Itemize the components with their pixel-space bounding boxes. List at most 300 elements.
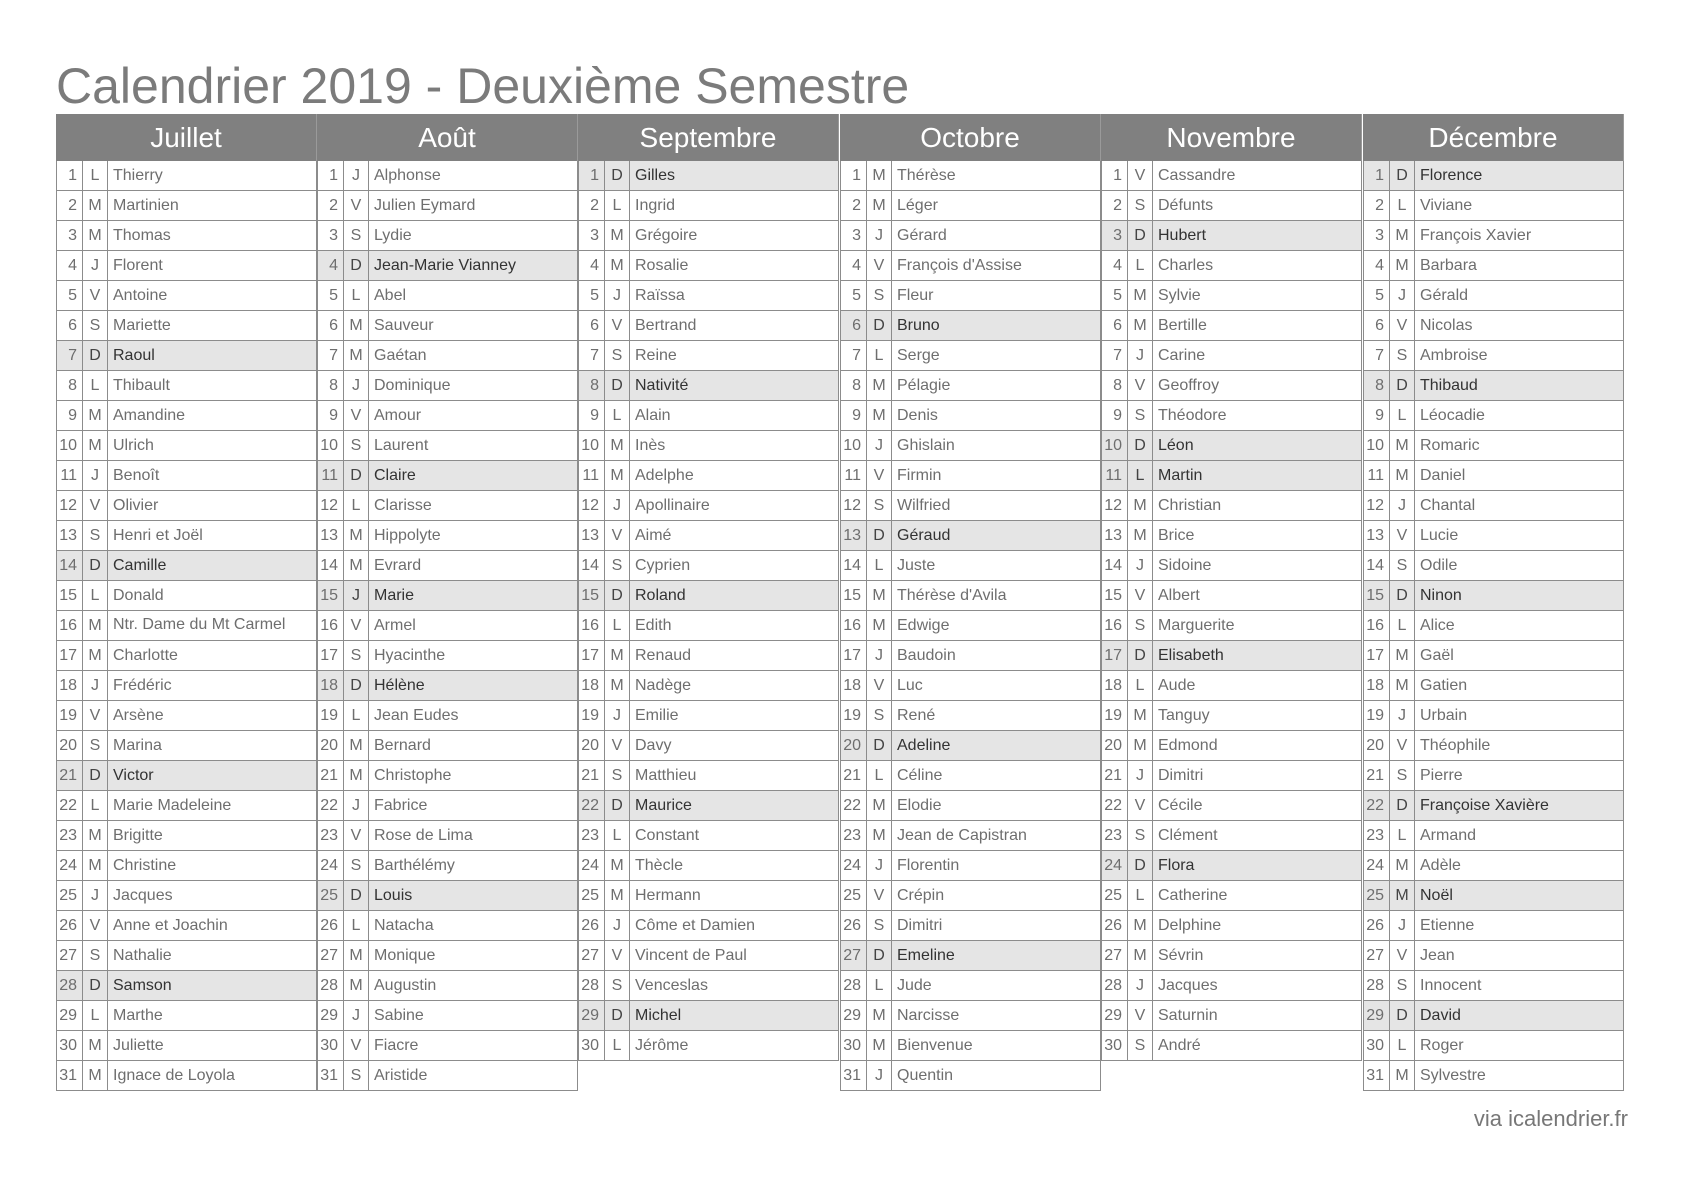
day-number: 30 xyxy=(318,1031,344,1060)
day-row xyxy=(579,341,838,371)
weekday-letter: V xyxy=(867,671,892,700)
day-number: 29 xyxy=(57,1001,83,1030)
saint-name: Louis xyxy=(374,887,413,904)
day-row xyxy=(1364,1061,1623,1091)
weekday-letter: M xyxy=(344,761,369,790)
day-number: 13 xyxy=(1102,521,1128,550)
saint-name: Aude xyxy=(1158,677,1196,694)
weekday-letter: V xyxy=(1390,731,1415,760)
saint-name: Gilles xyxy=(635,167,676,184)
saint-name: Adelphe xyxy=(635,467,694,484)
saint-name: Thibaud xyxy=(1420,377,1478,394)
day-number: 17 xyxy=(1364,641,1390,670)
day-number: 30 xyxy=(57,1031,83,1060)
day-number: 26 xyxy=(57,911,83,940)
saint-name: Christine xyxy=(113,857,177,874)
weekday-letter: V xyxy=(1128,1001,1153,1030)
weekday-letter: V xyxy=(83,281,108,310)
day-row xyxy=(841,401,1100,431)
weekday-letter: S xyxy=(1128,1031,1153,1060)
weekday-letter: M xyxy=(867,821,892,850)
day-number: 1 xyxy=(1102,161,1128,190)
day-row xyxy=(579,731,838,761)
saint-name: Flora xyxy=(1158,857,1195,874)
day-row xyxy=(579,701,838,731)
day-row xyxy=(579,251,838,281)
day-row xyxy=(57,521,316,551)
saint-name: Rose de Lima xyxy=(374,827,473,844)
weekday-letter: M xyxy=(867,161,892,190)
day-number: 30 xyxy=(1364,1031,1390,1060)
day-number: 19 xyxy=(1364,701,1390,730)
day-number: 6 xyxy=(1102,311,1128,340)
day-row xyxy=(57,821,316,851)
day-row xyxy=(1364,551,1623,581)
saint-name: Thomas xyxy=(113,227,171,244)
saint-name: Léocadie xyxy=(1420,407,1485,424)
saint-name: Elisabeth xyxy=(1158,647,1224,664)
day-number: 20 xyxy=(57,731,83,760)
saint-name: Sévrin xyxy=(1158,947,1204,964)
weekday-letter: S xyxy=(1128,401,1153,430)
day-row xyxy=(841,911,1100,941)
day-number: 12 xyxy=(1364,491,1390,520)
day-row xyxy=(1364,1031,1623,1061)
day-row xyxy=(1102,821,1361,851)
saint-name: Hermann xyxy=(635,887,701,904)
saint-name: Quentin xyxy=(897,1067,954,1084)
day-row xyxy=(318,251,577,281)
day-number: 8 xyxy=(1364,371,1390,400)
weekday-letter: L xyxy=(83,581,108,610)
day-number: 15 xyxy=(579,581,605,610)
weekday-letter: J xyxy=(1390,701,1415,730)
weekday-letter: M xyxy=(867,401,892,430)
weekday-letter: D xyxy=(344,881,369,910)
weekday-letter: M xyxy=(344,521,369,550)
day-number: 14 xyxy=(1364,551,1390,580)
saint-name: Juste xyxy=(897,557,936,574)
weekday-letter: D xyxy=(1390,161,1415,190)
day-row xyxy=(57,671,316,701)
weekday-letter: L xyxy=(1128,461,1153,490)
day-row xyxy=(57,341,316,371)
day-row xyxy=(841,881,1100,911)
day-row xyxy=(579,761,838,791)
day-number: 2 xyxy=(57,191,83,220)
day-number: 19 xyxy=(57,701,83,730)
day-number: 15 xyxy=(1364,581,1390,610)
day-row xyxy=(579,851,838,881)
day-row xyxy=(1102,941,1361,971)
saint-name: Ignace de Loyola xyxy=(113,1067,235,1084)
day-row xyxy=(579,911,838,941)
saint-name: Noël xyxy=(1420,887,1453,904)
day-row xyxy=(579,521,838,551)
day-row xyxy=(1102,791,1361,821)
day-row xyxy=(57,701,316,731)
day-row xyxy=(1364,851,1623,881)
day-row xyxy=(841,791,1100,821)
day-number: 9 xyxy=(1364,401,1390,430)
day-number: 6 xyxy=(579,311,605,340)
weekday-letter: J xyxy=(83,881,108,910)
saint-name: Urbain xyxy=(1420,707,1468,724)
day-number: 31 xyxy=(57,1061,83,1090)
weekday-letter: J xyxy=(83,251,108,280)
day-row xyxy=(841,551,1100,581)
weekday-letter: V xyxy=(605,941,630,970)
day-number: 13 xyxy=(841,521,867,550)
day-number: 18 xyxy=(318,671,344,700)
saint-name: Bertille xyxy=(1158,317,1207,334)
saint-name: Nicolas xyxy=(1420,317,1473,334)
weekday-letter: D xyxy=(1128,641,1153,670)
weekday-letter: L xyxy=(605,611,630,640)
day-number: 11 xyxy=(1364,461,1390,490)
weekday-letter: V xyxy=(867,881,892,910)
weekday-letter: J xyxy=(344,161,369,190)
saint-name: Jean xyxy=(1420,947,1455,964)
saint-name: Samson xyxy=(113,977,172,994)
saint-name: Henri et Joël xyxy=(113,527,203,544)
day-number: 5 xyxy=(1102,281,1128,310)
day-number: 7 xyxy=(1364,341,1390,370)
saint-name: Sabine xyxy=(374,1007,424,1024)
day-row xyxy=(1364,821,1623,851)
day-row xyxy=(841,251,1100,281)
day-number: 27 xyxy=(1364,941,1390,970)
weekday-letter: V xyxy=(83,911,108,940)
day-list xyxy=(840,161,1101,1091)
day-row xyxy=(318,371,577,401)
day-number: 2 xyxy=(1364,191,1390,220)
day-row xyxy=(318,521,577,551)
day-number: 29 xyxy=(1364,1001,1390,1030)
day-row xyxy=(841,461,1100,491)
day-row xyxy=(579,581,838,611)
day-number: 12 xyxy=(841,491,867,520)
saint-name: Christian xyxy=(1158,497,1222,514)
weekday-letter: L xyxy=(867,761,892,790)
day-row xyxy=(579,461,838,491)
saint-name: Hélène xyxy=(374,677,425,694)
day-row xyxy=(1102,971,1361,1001)
day-row xyxy=(318,311,577,341)
day-row xyxy=(841,221,1100,251)
weekday-letter: V xyxy=(1390,521,1415,550)
day-row xyxy=(579,281,838,311)
day-row xyxy=(579,431,838,461)
saint-name: Crépin xyxy=(897,887,945,904)
saint-name: Florentin xyxy=(897,857,960,874)
weekday-letter: D xyxy=(867,731,892,760)
saint-name: Antoine xyxy=(113,287,168,304)
weekday-letter: D xyxy=(867,941,892,970)
weekday-letter: V xyxy=(344,1031,369,1060)
day-number: 7 xyxy=(841,341,867,370)
day-row xyxy=(318,1061,577,1091)
day-number: 28 xyxy=(318,971,344,1000)
day-row xyxy=(57,911,316,941)
weekday-letter: M xyxy=(1128,941,1153,970)
day-number: 4 xyxy=(1102,251,1128,280)
weekday-letter: M xyxy=(1390,851,1415,880)
day-number: 7 xyxy=(579,341,605,370)
day-number: 1 xyxy=(318,161,344,190)
saint-name: Sauveur xyxy=(374,317,434,334)
weekday-letter: J xyxy=(605,491,630,520)
weekday-letter: J xyxy=(867,641,892,670)
day-list xyxy=(317,161,578,1091)
day-row xyxy=(1102,341,1361,371)
saint-name: Romaric xyxy=(1420,437,1480,454)
day-number: 27 xyxy=(57,941,83,970)
day-row xyxy=(57,401,316,431)
saint-name: Serge xyxy=(897,347,940,364)
weekday-letter: M xyxy=(605,461,630,490)
day-number: 18 xyxy=(579,671,605,700)
saint-name: Fleur xyxy=(897,287,934,304)
weekday-letter: M xyxy=(344,971,369,1000)
saint-name: Charlotte xyxy=(113,647,178,664)
weekday-letter: M xyxy=(867,371,892,400)
saint-name: Armand xyxy=(1420,827,1477,844)
day-number: 8 xyxy=(579,371,605,400)
saint-name: Géraud xyxy=(897,527,951,544)
weekday-letter: D xyxy=(1128,221,1153,250)
day-number: 22 xyxy=(579,791,605,820)
day-number: 6 xyxy=(841,311,867,340)
day-row xyxy=(57,971,316,1001)
saint-name: Marguerite xyxy=(1158,617,1235,634)
day-number: 12 xyxy=(318,491,344,520)
day-row xyxy=(1364,971,1623,1001)
saint-name: Adèle xyxy=(1420,857,1461,874)
day-number: 28 xyxy=(1102,971,1128,1000)
saint-name: Fabrice xyxy=(374,797,428,814)
day-number: 19 xyxy=(1102,701,1128,730)
weekday-letter: J xyxy=(605,701,630,730)
weekday-letter: D xyxy=(605,1001,630,1030)
day-number: 11 xyxy=(579,461,605,490)
saint-name: Jérôme xyxy=(635,1037,689,1054)
saint-name: Camille xyxy=(113,557,167,574)
weekday-letter: D xyxy=(83,761,108,790)
day-row xyxy=(57,251,316,281)
day-number: 18 xyxy=(57,671,83,700)
weekday-letter: M xyxy=(1128,281,1153,310)
day-number: 24 xyxy=(1364,851,1390,880)
saint-name: Innocent xyxy=(1420,977,1482,994)
day-number: 29 xyxy=(318,1001,344,1030)
day-row xyxy=(57,761,316,791)
day-row xyxy=(1364,161,1623,191)
saint-name: Martin xyxy=(1158,467,1203,484)
saint-name: Pierre xyxy=(1420,767,1463,784)
month-column xyxy=(1101,114,1362,1061)
saint-name: Raoul xyxy=(113,347,155,364)
weekday-letter: D xyxy=(83,551,108,580)
day-row xyxy=(1364,281,1623,311)
day-number: 10 xyxy=(579,431,605,460)
day-number: 21 xyxy=(841,761,867,790)
day-number: 10 xyxy=(1364,431,1390,460)
saint-name: Delphine xyxy=(1158,917,1222,934)
day-row xyxy=(57,641,316,671)
day-list xyxy=(56,161,317,1091)
day-row xyxy=(318,1031,577,1061)
saint-name: Julien Eymard xyxy=(374,197,476,214)
saint-name: Bruno xyxy=(897,317,940,334)
saint-name: Thierry xyxy=(113,167,163,184)
saint-name: Défunts xyxy=(1158,197,1214,214)
day-number: 28 xyxy=(1364,971,1390,1000)
day-number: 7 xyxy=(1102,341,1128,370)
saint-name: Amour xyxy=(374,407,422,424)
day-row xyxy=(57,311,316,341)
day-number: 27 xyxy=(579,941,605,970)
day-number: 24 xyxy=(841,851,867,880)
weekday-letter: J xyxy=(1128,551,1153,580)
day-row xyxy=(318,191,577,221)
day-number: 5 xyxy=(579,281,605,310)
saint-name: Ambroise xyxy=(1420,347,1488,364)
day-row xyxy=(579,1001,838,1031)
day-row xyxy=(1364,731,1623,761)
day-number: 26 xyxy=(318,911,344,940)
day-row xyxy=(841,431,1100,461)
day-row xyxy=(57,1001,316,1031)
saint-name: Jean-Marie Vianney xyxy=(374,257,517,274)
day-number: 19 xyxy=(579,701,605,730)
day-row xyxy=(1102,191,1361,221)
saint-name: Apollinaire xyxy=(635,497,710,514)
day-row xyxy=(318,581,577,611)
weekday-letter: V xyxy=(867,461,892,490)
day-number: 11 xyxy=(841,461,867,490)
saint-name: Marie xyxy=(374,587,415,604)
day-number: 23 xyxy=(57,821,83,850)
day-row xyxy=(1102,581,1361,611)
weekday-letter: M xyxy=(605,251,630,280)
saint-name: Daniel xyxy=(1420,467,1466,484)
saint-name: Luc xyxy=(897,677,923,694)
saint-name: Anne et Joachin xyxy=(113,917,228,934)
saint-name: André xyxy=(1158,1037,1201,1054)
day-row xyxy=(1102,461,1361,491)
day-row xyxy=(579,791,838,821)
day-row xyxy=(579,671,838,701)
day-number: 17 xyxy=(318,641,344,670)
saint-name: Jacques xyxy=(113,887,173,904)
day-row xyxy=(841,1001,1100,1031)
day-number: 25 xyxy=(1364,881,1390,910)
day-number: 1 xyxy=(579,161,605,190)
day-number: 11 xyxy=(57,461,83,490)
weekday-letter: L xyxy=(1390,821,1415,850)
month-header: Juillet xyxy=(56,114,317,161)
month-header: Septembre xyxy=(578,114,839,161)
saint-name: Dimitri xyxy=(897,917,943,934)
day-row xyxy=(579,161,838,191)
day-number: 22 xyxy=(1364,791,1390,820)
weekday-letter: V xyxy=(1390,941,1415,970)
day-row xyxy=(1364,611,1623,641)
months-grid xyxy=(56,114,1627,1094)
saint-name: Gaétan xyxy=(374,347,427,364)
weekday-letter: V xyxy=(1128,161,1153,190)
weekday-letter: S xyxy=(867,701,892,730)
weekday-letter: S xyxy=(605,761,630,790)
weekday-letter: M xyxy=(83,611,108,640)
weekday-letter: M xyxy=(605,641,630,670)
day-number: 2 xyxy=(579,191,605,220)
month-header: Août xyxy=(317,114,578,161)
day-row xyxy=(1364,941,1623,971)
day-row xyxy=(841,1031,1100,1061)
saint-name: Alain xyxy=(635,407,671,424)
saint-name: Sidoine xyxy=(1158,557,1212,574)
day-number: 15 xyxy=(57,581,83,610)
saint-name: Rosalie xyxy=(635,257,689,274)
saint-name: Thècle xyxy=(635,857,684,874)
day-row xyxy=(1102,761,1361,791)
day-number: 21 xyxy=(1364,761,1390,790)
day-row xyxy=(1102,1001,1361,1031)
saint-name: Hubert xyxy=(1158,227,1207,244)
weekday-letter: L xyxy=(344,281,369,310)
month-column xyxy=(578,114,839,1061)
saint-name: Jean de Capistran xyxy=(897,827,1027,844)
weekday-letter: S xyxy=(83,731,108,760)
weekday-letter: V xyxy=(344,821,369,850)
day-number: 22 xyxy=(318,791,344,820)
weekday-letter: D xyxy=(1390,1001,1415,1030)
saint-name: Monique xyxy=(374,947,436,964)
day-number: 8 xyxy=(841,371,867,400)
saint-name: Françoise Xavière xyxy=(1420,797,1549,814)
day-row xyxy=(1364,491,1623,521)
day-number: 22 xyxy=(1102,791,1128,820)
weekday-letter: L xyxy=(867,971,892,1000)
day-row xyxy=(57,461,316,491)
weekday-letter: J xyxy=(1128,761,1153,790)
day-row xyxy=(841,341,1100,371)
day-row xyxy=(1102,671,1361,701)
weekday-letter: V xyxy=(605,731,630,760)
saint-name: Cassandre xyxy=(1158,167,1236,184)
day-number: 26 xyxy=(1364,911,1390,940)
day-number: 16 xyxy=(318,611,344,640)
day-number: 30 xyxy=(579,1031,605,1060)
saint-name: Théodore xyxy=(1158,407,1227,424)
weekday-letter: J xyxy=(867,1061,892,1090)
weekday-letter: J xyxy=(344,1001,369,1030)
day-row xyxy=(57,791,316,821)
saint-name: Céline xyxy=(897,767,943,784)
weekday-letter: L xyxy=(605,191,630,220)
day-row xyxy=(57,551,316,581)
day-row xyxy=(579,641,838,671)
day-number: 17 xyxy=(841,641,867,670)
saint-name: Ghislain xyxy=(897,437,955,454)
saint-name: Barbara xyxy=(1420,257,1477,274)
saint-name: Mariette xyxy=(113,317,171,334)
saint-name: Jean Eudes xyxy=(374,707,459,724)
day-number: 6 xyxy=(1364,311,1390,340)
weekday-letter: J xyxy=(867,851,892,880)
